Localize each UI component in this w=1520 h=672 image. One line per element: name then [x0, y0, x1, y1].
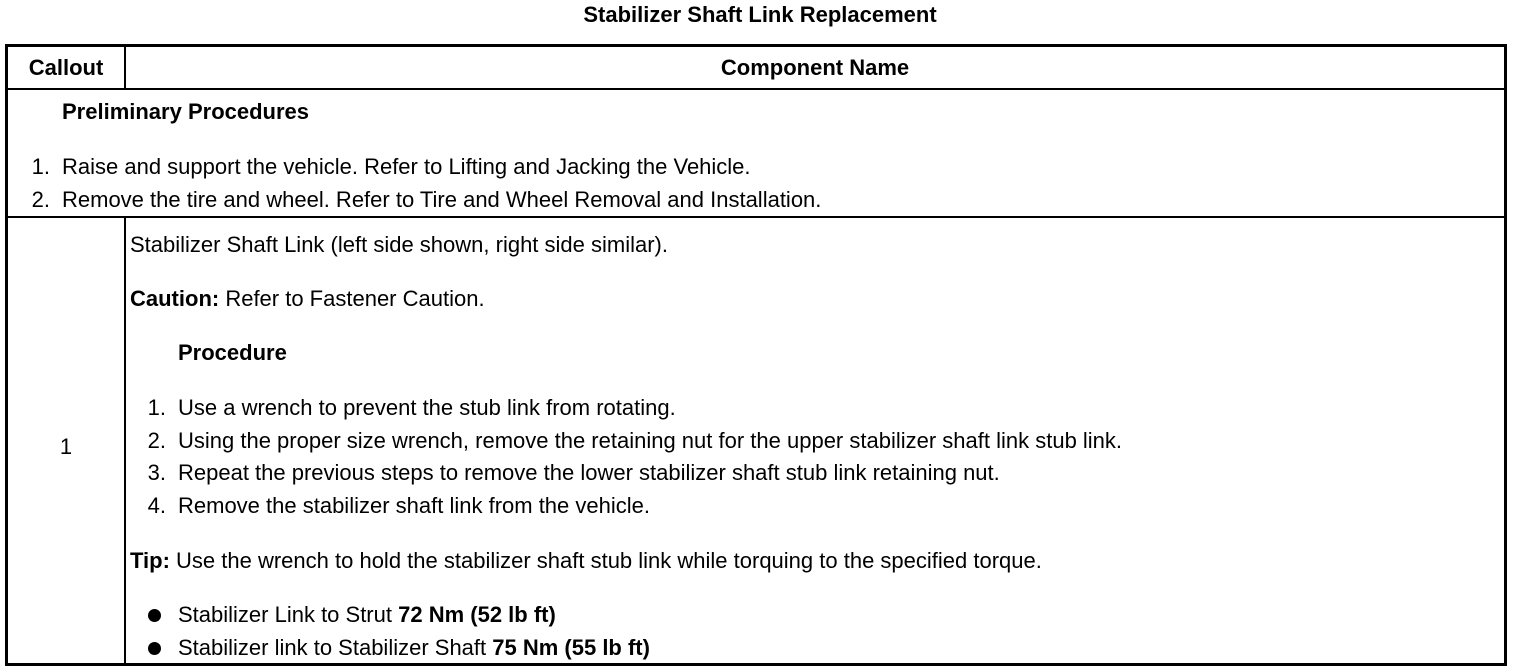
caution-label: Caution: — [130, 286, 220, 311]
tip-note — [130, 548, 1042, 574]
procedure-step-number: 3. — [147, 460, 166, 485]
preliminary-step-text: Remove the tire and wheel. Refer to Tire and Wheel Removal and Installation. — [62, 187, 822, 212]
caution-note — [130, 286, 485, 312]
procedure-table — [5, 44, 1507, 666]
document-title: Stabilizer Shaft Link Replacement — [583, 2, 937, 27]
preliminary-step-number: 1. — [31, 154, 50, 179]
procedure-step-number: 1. — [147, 395, 166, 420]
torque-spec — [178, 602, 556, 628]
caution-text: Refer to Fastener Caution. — [219, 286, 485, 311]
torque-spec-value: 72 Nm (52 lb ft) — [398, 602, 556, 627]
header-divider — [8, 88, 1504, 90]
callout-number: 1 — [59, 434, 73, 459]
procedure-step-text: Use a wrench to prevent the stub link from rotating. — [178, 395, 676, 420]
procedure-step-number: 4. — [147, 493, 166, 518]
torque-spec-label: Stabilizer link to Stabilizer Shaft — [178, 635, 493, 660]
bullet-icon — [148, 642, 161, 655]
procedure-heading: Procedure — [178, 340, 287, 365]
procedure-step-text: Repeat the previous steps to remove the lower stabilizer shaft stub link retaining nut. — [178, 460, 1000, 485]
bullet-icon — [148, 609, 161, 622]
section-divider — [8, 216, 1504, 218]
procedure-step-number: 2. — [147, 428, 166, 453]
torque-spec-value: 75 Nm (55 lb ft) — [492, 635, 650, 660]
tip-label: Tip: — [130, 548, 170, 573]
procedure-step-text: Using the proper size wrench, remove the retaining nut for the upper stabilizer shaft link stub link. — [178, 428, 1123, 453]
torque-spec-label: Stabilizer Link to Strut — [178, 602, 399, 627]
preliminary-step-number: 2. — [31, 187, 50, 212]
column-divider-body — [124, 218, 126, 663]
procedure-step-text: Remove the stabilizer shaft link from the vehicle. — [178, 493, 650, 518]
component-name: Stabilizer Shaft Link (left side shown, right side similar). — [130, 232, 668, 257]
preliminary-step-text: Raise and support the vehicle. Refer to Lifting and Jacking the Vehicle. — [62, 154, 751, 179]
tip-text: Use the wrench to hold the stabilizer shaft stub link while torquing to the specified torque. — [169, 548, 1042, 573]
callout-column-header: Callout — [28, 55, 104, 80]
component-column-header: Component Name — [720, 55, 910, 80]
torque-spec — [178, 635, 650, 661]
preliminary-heading: Preliminary Procedures — [62, 99, 310, 124]
